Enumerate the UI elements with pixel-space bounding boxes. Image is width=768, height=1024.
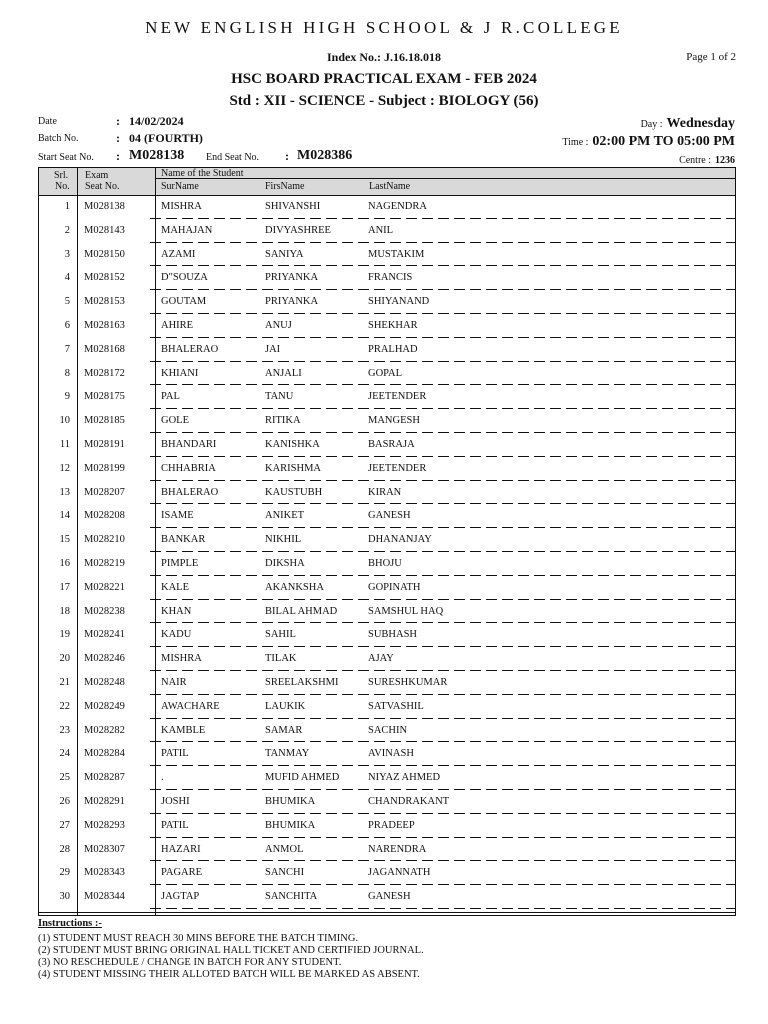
serial-number: 17: [59, 581, 70, 593]
seat-number: M028210: [84, 534, 125, 546]
start-seat-value: M028138: [129, 148, 185, 163]
centre-label: Centre :: [679, 155, 711, 166]
first-name: SHIVANSHI: [265, 201, 321, 212]
serial-number: 21: [59, 676, 70, 688]
surname: BHALERAO: [161, 343, 219, 355]
row-separator: [150, 432, 736, 433]
student-table: [38, 167, 736, 915]
table-row: [38, 196, 736, 220]
row-separator: [150, 313, 736, 314]
row-separator: [150, 265, 736, 266]
serial-number: 10: [59, 415, 70, 427]
table-row: [38, 220, 736, 244]
surname: GOLE: [161, 415, 189, 427]
surname: D"SOUZA: [161, 272, 208, 284]
seat-number: M028175: [84, 391, 125, 403]
table-row: [38, 410, 736, 434]
header-lastname: LastName: [369, 181, 411, 192]
row-separator: [150, 503, 736, 504]
table-body: [38, 196, 736, 910]
last-name: DHANANJAY: [368, 534, 432, 546]
serial-number: 26: [59, 795, 70, 807]
table-row: [38, 767, 736, 791]
seat-number: M028343: [84, 867, 125, 879]
first-name: KARISHMA: [265, 462, 322, 474]
table-row: [38, 363, 736, 387]
day-field: [641, 114, 735, 132]
last-name: MANGESH: [368, 415, 420, 427]
index-number: Index No.: J.16.18.018: [326, 50, 441, 64]
last-name: ANIL: [368, 224, 394, 236]
seat-number: M028150: [84, 248, 125, 260]
page-number: Page 1 of 2: [686, 51, 736, 63]
last-name: AJAY: [368, 653, 394, 665]
row-separator: [150, 480, 736, 481]
row-separator: [150, 813, 736, 814]
first-name: SANCHI: [265, 867, 305, 879]
last-name: SURESHKUMAR: [368, 676, 448, 688]
serial-number: 18: [59, 605, 70, 617]
start-seat-colon: :: [116, 149, 120, 163]
table-header: [38, 167, 736, 196]
table-row: [38, 815, 736, 839]
serial-number: 4: [64, 272, 70, 284]
surname: BHALERAO: [161, 486, 219, 498]
first-name: JAI: [265, 343, 281, 355]
table-row: [38, 648, 736, 672]
last-name: CHANDRAKANT: [368, 795, 450, 807]
first-name: KANISHKA: [265, 438, 320, 450]
surname: PATIL: [161, 819, 189, 831]
surname: KHAN: [161, 605, 192, 617]
first-name: PRIYANKA: [265, 272, 319, 284]
row-separator: [150, 527, 736, 528]
seat-number: M028138: [84, 201, 125, 212]
serial-number: 6: [64, 319, 70, 331]
seat-number: M028246: [84, 653, 125, 665]
surname: KHIANI: [161, 367, 199, 379]
end-seat-colon: :: [285, 149, 289, 163]
surname: AWACHARE: [161, 700, 220, 712]
first-name: ANJALI: [265, 367, 302, 379]
seat-number: M028287: [84, 772, 125, 784]
seat-number: M028344: [84, 891, 125, 903]
instructions-title: Instructions :-: [38, 918, 102, 929]
first-name: SAMAR: [265, 724, 303, 736]
surname: GOUTAM: [161, 296, 207, 308]
first-name: TANMAY: [265, 748, 310, 760]
row-separator: [150, 670, 736, 671]
first-name: BHUMIKA: [265, 819, 316, 831]
first-name: SAHIL: [265, 629, 296, 641]
seat-number: M028185: [84, 415, 125, 427]
last-name: KIRAN: [368, 486, 402, 498]
surname: AZAMI: [161, 248, 196, 260]
time-value: 02:00 PM TO 05:00 PM: [592, 134, 735, 149]
surname: .: [161, 772, 164, 784]
table-row: [38, 601, 736, 625]
row-separator: [150, 384, 736, 385]
surname: ISAME: [161, 510, 194, 522]
table-row: [38, 791, 736, 815]
table-row: [38, 386, 736, 410]
last-name: BHOJU: [368, 557, 402, 569]
first-name: SREELAKSHMI: [265, 676, 339, 688]
serial-number: 13: [59, 486, 70, 498]
instruction-3: (3) NO RESCHEDULE / CHANGE IN BATCH FOR ANY STUDENT.: [38, 957, 342, 968]
instruction-1: (1) STUDENT MUST REACH 30 MINS BEFORE THE BATCH TIMING.: [38, 933, 359, 944]
seat-number: M028241: [84, 629, 125, 641]
row-separator: [150, 456, 736, 457]
row-separator: [150, 622, 736, 623]
last-name: GANESH: [368, 891, 411, 903]
table-row: [38, 505, 736, 529]
serial-number: 24: [59, 748, 70, 760]
serial-number: 28: [59, 843, 70, 855]
table-row: [38, 267, 736, 291]
table-row: [38, 743, 736, 767]
seat-number: M028307: [84, 843, 125, 855]
serial-number: 1: [64, 201, 70, 212]
serial-number: 5: [64, 296, 70, 308]
batch-colon: :: [116, 131, 120, 145]
surname: MAHAJAN: [161, 224, 213, 236]
last-name: JEETENDER: [368, 462, 427, 474]
instruction-4: (4) STUDENT MISSING THEIR ALLOTED BATCH WILL BE MARKED AS ABSENT.: [38, 969, 420, 980]
seat-number: M028172: [84, 367, 125, 379]
school-name: NEW ENGLISH HIGH SCHOOL & J R.COLLEGE: [145, 18, 623, 37]
first-name: TILAK: [265, 653, 297, 665]
first-name: MUFID AHMED: [265, 772, 340, 784]
surname: MISHRA: [161, 201, 202, 212]
first-name: LAUKIK: [265, 700, 306, 712]
last-name: BASRAJA: [368, 438, 415, 450]
seat-number: M028238: [84, 605, 125, 617]
first-name: ANUJ: [265, 319, 292, 331]
row-separator: [150, 718, 736, 719]
table-row: [38, 577, 736, 601]
seat-number: M028153: [84, 296, 125, 308]
serial-number: 9: [64, 391, 70, 403]
row-separator: [150, 741, 736, 742]
date-label: Date: [38, 116, 57, 127]
seat-number: M028219: [84, 557, 125, 569]
seat-number: M028293: [84, 819, 125, 831]
seat-number: M028291: [84, 795, 125, 807]
serial-number: 16: [59, 557, 70, 569]
header-exam-2: Seat No.: [85, 181, 120, 192]
last-name: FRANCIS: [368, 272, 413, 284]
header-srl-1: Srl.: [54, 170, 69, 181]
first-name: DIVYASHREE: [265, 224, 331, 236]
seat-number: M028282: [84, 724, 125, 736]
seat-number: M028163: [84, 319, 125, 331]
date-colon: :: [116, 114, 120, 128]
row-separator: [150, 408, 736, 409]
surname: CHHABRIA: [161, 462, 216, 474]
table-row: [38, 839, 736, 863]
seat-number: M028199: [84, 462, 125, 474]
table-row: [38, 458, 736, 482]
row-separator: [150, 789, 736, 790]
serial-number: 29: [59, 867, 70, 879]
last-name: JAGANNATH: [368, 867, 431, 879]
last-name: SAMSHUL HAQ: [368, 605, 444, 617]
last-name: NIYAZ AHMED: [368, 772, 441, 784]
surname: BHANDARI: [161, 438, 217, 450]
surname: PAL: [161, 391, 180, 403]
serial-number: 15: [59, 534, 70, 546]
serial-number: 14: [59, 510, 70, 522]
first-name: TANU: [265, 391, 294, 403]
surname: KAMBLE: [161, 724, 206, 736]
serial-number: 7: [64, 343, 70, 355]
row-separator: [150, 765, 736, 766]
first-name: DIKSHA: [265, 557, 305, 569]
seat-number: M028208: [84, 510, 125, 522]
standard-subject: Std : XII - SCIENCE - Subject : BIOLOGY (56): [229, 93, 539, 109]
serial-number: 23: [59, 724, 70, 736]
first-name: RITIKA: [265, 415, 301, 427]
table-row: [38, 720, 736, 744]
centre-field: [679, 150, 735, 168]
surname: NAIR: [161, 676, 187, 688]
table-row: [38, 529, 736, 553]
surname: AHIRE: [161, 319, 194, 331]
seat-number: M028152: [84, 272, 125, 284]
surname: PATIL: [161, 748, 189, 760]
seat-number: M028284: [84, 748, 125, 760]
seat-number: M028168: [84, 343, 125, 355]
table-row: [38, 434, 736, 458]
first-name: KAUSTUBH: [265, 486, 323, 498]
surname: JAGTAP: [161, 891, 200, 903]
row-separator: [150, 242, 736, 243]
serial-number: 30: [59, 891, 70, 903]
row-separator: [150, 860, 736, 861]
start-seat-label: Start Seat No.: [38, 152, 94, 163]
seat-number: M028191: [84, 438, 125, 450]
header-name: Name of the Student: [161, 168, 244, 179]
table-row: [38, 339, 736, 363]
first-name: NIKHIL: [265, 534, 302, 546]
time-label: Time :: [562, 137, 589, 148]
last-name: GOPAL: [368, 367, 403, 379]
row-separator: [150, 218, 736, 219]
header-exam-1: Exam: [85, 170, 109, 181]
last-name: JEETENDER: [368, 391, 427, 403]
first-name: ANIKET: [265, 510, 305, 522]
serial-number: 25: [59, 772, 70, 784]
first-name: SANCHITA: [265, 891, 318, 903]
header-srl-2: No.: [55, 181, 70, 192]
last-name: SHEKHAR: [368, 319, 418, 331]
table-row: [38, 291, 736, 315]
last-name: GANESH: [368, 510, 411, 522]
seat-number: M028207: [84, 486, 125, 498]
row-separator: [150, 884, 736, 885]
serial-number: 20: [59, 653, 70, 665]
serial-number: 11: [59, 438, 70, 450]
last-name: SHIYANAND: [368, 296, 430, 308]
last-name: PRALHAD: [368, 343, 418, 355]
surname: KADU: [161, 629, 192, 641]
surname: MISHRA: [161, 653, 202, 665]
serial-number: 3: [64, 248, 70, 260]
row-separator: [150, 289, 736, 290]
first-name: PRIYANKA: [265, 296, 319, 308]
seat-number: M028248: [84, 676, 125, 688]
serial-number: 22: [59, 700, 70, 712]
last-name: GOPINATH: [368, 581, 421, 593]
first-name: AKANKSHA: [265, 581, 324, 593]
surname: KALE: [161, 581, 189, 593]
batch-label: Batch No.: [38, 133, 79, 144]
instruction-2: (2) STUDENT MUST BRING ORIGINAL HALL TICKET AND CERTIFIED JOURNAL.: [38, 945, 424, 956]
row-separator: [150, 599, 736, 600]
exam-title: HSC BOARD PRACTICAL EXAM - FEB 2024: [231, 71, 537, 87]
row-separator: [150, 837, 736, 838]
last-name: SACHIN: [368, 724, 408, 736]
row-separator: [150, 575, 736, 576]
header-divider: [156, 178, 736, 179]
header-firstname: FirsName: [265, 181, 305, 192]
first-name: ANMOL: [265, 843, 304, 855]
table-row: [38, 482, 736, 506]
first-name: BILAL AHMAD: [265, 605, 338, 617]
last-name: SUBHASH: [368, 629, 418, 641]
first-name: BHUMIKA: [265, 795, 316, 807]
day-value: Wednesday: [666, 116, 735, 131]
table-row: [38, 624, 736, 648]
day-label: Day :: [640, 119, 663, 130]
table-row: [38, 672, 736, 696]
table-row: [38, 553, 736, 577]
serial-number: 19: [59, 629, 70, 641]
seat-number: M028249: [84, 700, 125, 712]
surname: BANKAR: [161, 534, 206, 546]
last-name: NAGENDRA: [368, 201, 427, 212]
row-separator: [150, 908, 736, 909]
centre-value: 1236: [715, 155, 735, 166]
last-name: SATVASHIL: [368, 700, 424, 712]
first-name: SANIYA: [265, 248, 304, 260]
table-bottom-line: [38, 912, 736, 913]
row-separator: [150, 646, 736, 647]
serial-number: 27: [59, 819, 70, 831]
surname: HAZARI: [161, 843, 201, 855]
surname: PAGARE: [161, 867, 203, 879]
table-bottom-line-2: [38, 915, 736, 916]
seat-number: M028143: [84, 224, 125, 236]
table-row: [38, 315, 736, 339]
table-row: [38, 244, 736, 268]
row-separator: [150, 337, 736, 338]
serial-number: 2: [64, 224, 70, 236]
seat-number: M028221: [84, 581, 125, 593]
serial-number: 8: [64, 367, 70, 379]
table-row: [38, 862, 736, 886]
end-seat-value: M028386: [297, 148, 353, 163]
row-separator: [150, 551, 736, 552]
batch-value: 04 (FOURTH): [129, 131, 203, 145]
time-field: [562, 132, 735, 150]
serial-number: 12: [59, 462, 70, 474]
last-name: PRADEEP: [368, 819, 415, 831]
last-name: NARENDRA: [368, 843, 427, 855]
row-separator: [150, 694, 736, 695]
surname: PIMPLE: [161, 557, 199, 569]
table-row: [38, 886, 736, 910]
last-name: AVINASH: [368, 748, 414, 760]
row-separator: [150, 361, 736, 362]
surname: JOSHI: [161, 795, 190, 807]
header-surname: SurName: [161, 181, 199, 192]
date-value: 14/02/2024: [129, 114, 184, 128]
end-seat-label: End Seat No.: [206, 152, 260, 163]
last-name: MUSTAKIM: [368, 248, 425, 260]
table-row: [38, 696, 736, 720]
